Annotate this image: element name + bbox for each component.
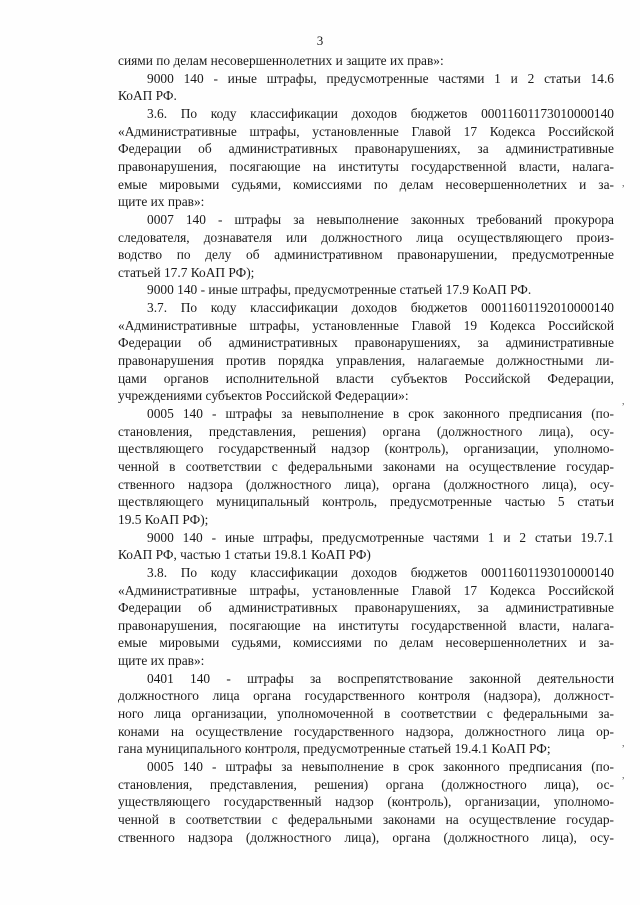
text-line: емые мировыми судьями, комиссиями по делам несовершеннолетних и за-: [118, 635, 614, 651]
text-line: ченной в соответствии с федеральными законами на осуществление государ-: [118, 811, 614, 827]
text-line: «Административные штрафы, установленные Главой 19 Кодекса Российской: [118, 317, 614, 333]
text-line: 19.5 КоАП РФ);: [118, 511, 209, 527]
text-line: КоАП РФ, частью 1 статьи 19.8.1 КоАП РФ): [118, 547, 371, 563]
text-line: статьей 17.7 КоАП РФ);: [118, 264, 255, 280]
margin-mark: ,: [622, 738, 625, 749]
text-line: ственного надзора (должностного лица), органа (должностного лица), осу-: [118, 829, 614, 845]
text-line: Федерации об административных правонарушениях, за административные: [118, 141, 614, 157]
page-number: 3: [316, 33, 324, 48]
text-line: «Административные штрафы, установленные Главой 17 Кодекса Российской: [118, 123, 614, 139]
text-line: гана муниципального контроля, предусмотренные статьей 19.4.1 КоАП РФ;: [118, 741, 551, 757]
text-line: конами на осуществление государственного надзора, должностного лица ор-: [118, 723, 614, 739]
text-line: должностного лица органа государственного контроля (надзора), должност-: [118, 688, 614, 704]
text-line: 3.8. По коду классификации доходов бюджетов 00011601193010000140: [147, 564, 614, 580]
text-line: правонарушения против порядка управления, налагаемые должностными ли-: [118, 353, 614, 369]
text-line: правонарушения, посягающие на институты государственной власти, налага-: [118, 617, 614, 633]
text-line: Федерации об административных правонарушениях, за административные: [118, 600, 614, 616]
text-line: сиями по делам несовершеннолетних и защите их прав»:: [118, 53, 444, 68]
text-line: ного лица организации, уполномоченной в соответствии с федеральными за-: [118, 706, 614, 722]
margin-mark: ,: [622, 178, 625, 189]
text-line: емые мировыми судьями, комиссиями по делам несовершеннолетних и за-: [118, 176, 614, 192]
text-line: 9000 140 - иные штрафы, предусмотренные частями 1 и 2 статьи 19.7.1: [147, 529, 614, 545]
text-line: ществляющего государственный надзор (контроль), организации, уполномо-: [118, 441, 614, 457]
text-line: ственного надзора (должностного лица), органа (должностного лица), осу-: [118, 476, 614, 492]
text-line: 0007 140 - штрафы за невыполнение законных требований прокурора: [147, 211, 614, 227]
text-line: водство по делу об административном правонарушении, предусмотренные: [118, 247, 614, 263]
margin-mark: ,: [622, 396, 625, 407]
text-line: 3.7. По коду классификации доходов бюджетов 00011601192010000140: [147, 300, 614, 316]
text-line: щите их прав»:: [118, 194, 205, 210]
text-line: ченной в соответствии с федеральными законами на осуществление государ-: [118, 458, 614, 474]
text-line: щите их прав»:: [118, 653, 205, 669]
text-line: учреждениями субъектов Российской Федерации»:: [118, 388, 409, 404]
text-line: уществляющего государственный надзор (контроль), организации, уполномо-: [118, 794, 614, 810]
text-line: становления, представления, решения) органа (должностного лица), осу-: [118, 423, 614, 439]
margin-mark: ,: [622, 770, 625, 781]
text-line: 0005 140 - штрафы за невыполнение в срок законного предписания (по-: [147, 406, 614, 421]
text-line: 9000 140 - иные штрафы, предусмотренные статьей 17.9 КоАП РФ.: [147, 282, 532, 298]
text-line: КоАП РФ.: [118, 88, 177, 104]
text-line: правонарушения, посягающие на институты государственной власти, налага-: [118, 158, 614, 174]
text-line: становления, представления, решения) органа (должностного лица), ос-: [118, 776, 614, 792]
text-line: ществляющего муниципальный контроль, предусмотренные частью 5 статьи: [118, 494, 614, 510]
text-line: 9000 140 - иные штрафы, предусмотренные частями 1 и 2 статьи 14.6: [147, 70, 614, 86]
text-line: «Административные штрафы, установленные Главой 17 Кодекса Российской: [118, 582, 614, 598]
text-line: цами органов исполнительной власти субъектов Российской Федерации,: [118, 370, 614, 386]
text-line: 0401 140 - штрафы за воспрепятствование законной деятельности: [147, 670, 614, 686]
text-line: 0005 140 - штрафы за невыполнение в срок законного предписания (по-: [147, 759, 614, 774]
text-line: 3.6. По коду классификации доходов бюджетов 00011601173010000140: [147, 105, 614, 121]
text-line: Федерации об административных правонарушениях, за административные: [118, 335, 614, 351]
text-line: следователя, дознавателя или должностного лица осуществляющего произ-: [118, 229, 614, 245]
